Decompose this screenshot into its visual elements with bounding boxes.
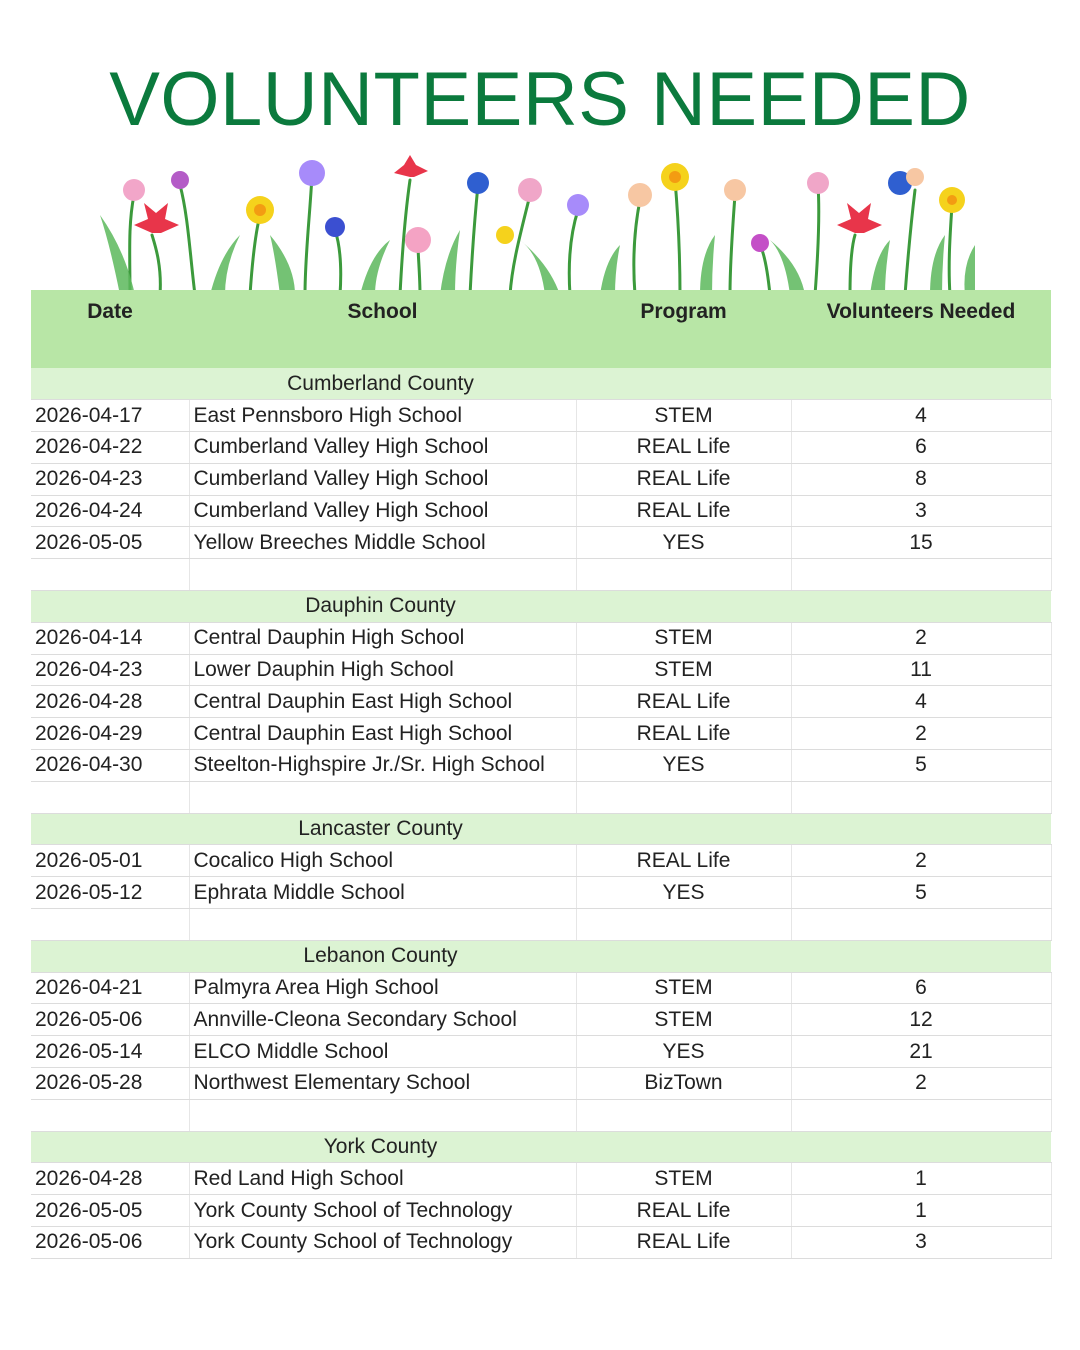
program-cell: REAL Life <box>576 463 791 495</box>
volunteers-cell: 3 <box>791 1227 1051 1259</box>
school-cell: Central Dauphin High School <box>189 622 576 654</box>
program-cell: BizTown <box>576 1068 791 1100</box>
spacer-row <box>31 909 1051 941</box>
program-cell: STEM <box>576 400 791 432</box>
school-cell: Central Dauphin East High School <box>189 686 576 718</box>
school-cell: York County School of Technology <box>189 1195 576 1227</box>
volunteers-cell: 21 <box>791 1036 1051 1068</box>
county-row <box>31 591 1051 623</box>
volunteers-cell: 3 <box>791 495 1051 527</box>
school-cell: Annville-Cleona Secondary School <box>189 1004 576 1036</box>
county-row <box>31 940 1051 972</box>
program-cell: STEM <box>576 1004 791 1036</box>
page-title: VOLUNTEERS NEEDED <box>109 57 971 142</box>
date-cell: 2026-04-17 <box>31 400 189 432</box>
table-row <box>31 686 1051 718</box>
volunteers-cell: 15 <box>791 527 1051 559</box>
table-header-row <box>31 290 1051 368</box>
program-cell: REAL Life <box>576 1195 791 1227</box>
table-row <box>31 495 1051 527</box>
school-cell: Cocalico High School <box>189 845 576 877</box>
header-school: School <box>189 290 576 368</box>
county-name: York County <box>189 1131 576 1163</box>
volunteers-cell: 5 <box>791 877 1051 909</box>
spacer-row <box>31 1099 1051 1131</box>
volunteers-cell: 4 <box>791 400 1051 432</box>
program-cell: REAL Life <box>576 718 791 750</box>
date-cell: 2026-04-23 <box>31 463 189 495</box>
volunteers-cell: 11 <box>791 654 1051 686</box>
school-cell: Central Dauphin East High School <box>189 718 576 750</box>
program-cell: YES <box>576 750 791 782</box>
date-cell: 2026-04-24 <box>31 495 189 527</box>
county-row <box>31 1131 1051 1163</box>
spacer-row <box>31 559 1051 591</box>
table-row <box>31 1195 1051 1227</box>
county-name: Lebanon County <box>189 940 576 972</box>
volunteers-cell: 6 <box>791 432 1051 464</box>
date-cell: 2026-04-22 <box>31 432 189 464</box>
table-row <box>31 750 1051 782</box>
program-cell: REAL Life <box>576 432 791 464</box>
table-row <box>31 400 1051 432</box>
table-row <box>31 432 1051 464</box>
volunteer-schedule-table <box>31 290 1052 1259</box>
program-cell: REAL Life <box>576 686 791 718</box>
county-row <box>31 813 1051 845</box>
volunteers-cell: 4 <box>791 686 1051 718</box>
program-cell: STEM <box>576 1163 791 1195</box>
school-cell: Northwest Elementary School <box>189 1068 576 1100</box>
school-cell: York County School of Technology <box>189 1227 576 1259</box>
school-cell: Cumberland Valley High School <box>189 463 576 495</box>
school-cell: Ephrata Middle School <box>189 877 576 909</box>
school-cell: ELCO Middle School <box>189 1036 576 1068</box>
table-row <box>31 654 1051 686</box>
school-cell: Cumberland Valley High School <box>189 432 576 464</box>
volunteers-cell: 1 <box>791 1195 1051 1227</box>
program-cell: YES <box>576 877 791 909</box>
table-row <box>31 1068 1051 1100</box>
table-row <box>31 972 1051 1004</box>
volunteers-cell: 2 <box>791 1068 1051 1100</box>
school-cell: Steelton-Highspire Jr./Sr. High School <box>189 750 576 782</box>
date-cell: 2026-05-06 <box>31 1004 189 1036</box>
program-cell: YES <box>576 1036 791 1068</box>
county-name: Dauphin County <box>189 591 576 623</box>
program-cell: REAL Life <box>576 495 791 527</box>
table-row <box>31 845 1051 877</box>
date-cell: 2026-05-05 <box>31 527 189 559</box>
date-cell: 2026-05-12 <box>31 877 189 909</box>
spacer-row <box>31 781 1051 813</box>
school-cell: Palmyra Area High School <box>189 972 576 1004</box>
volunteers-cell: 6 <box>791 972 1051 1004</box>
date-cell: 2026-04-23 <box>31 654 189 686</box>
date-cell: 2026-05-28 <box>31 1068 189 1100</box>
date-cell: 2026-04-29 <box>31 718 189 750</box>
program-cell: REAL Life <box>576 1227 791 1259</box>
table-row <box>31 1036 1051 1068</box>
date-cell: 2026-04-14 <box>31 622 189 654</box>
date-cell: 2026-04-30 <box>31 750 189 782</box>
volunteers-cell: 8 <box>791 463 1051 495</box>
table-row <box>31 1004 1051 1036</box>
program-cell: STEM <box>576 654 791 686</box>
header-program: Program <box>576 290 791 368</box>
school-cell: Cumberland Valley High School <box>189 495 576 527</box>
date-cell: 2026-04-28 <box>31 1163 189 1195</box>
table-row <box>31 1163 1051 1195</box>
volunteers-cell: 12 <box>791 1004 1051 1036</box>
date-cell: 2026-05-01 <box>31 845 189 877</box>
school-cell: Red Land High School <box>189 1163 576 1195</box>
program-cell: REAL Life <box>576 845 791 877</box>
volunteers-cell: 2 <box>791 718 1051 750</box>
program-cell: YES <box>576 527 791 559</box>
table-row <box>31 877 1051 909</box>
school-cell: Lower Dauphin High School <box>189 654 576 686</box>
table-row <box>31 527 1051 559</box>
date-cell: 2026-04-21 <box>31 972 189 1004</box>
date-cell: 2026-04-28 <box>31 686 189 718</box>
program-cell: STEM <box>576 622 791 654</box>
table-row <box>31 1227 1051 1259</box>
school-cell: East Pennsboro High School <box>189 400 576 432</box>
header-volunteers-needed: Volunteers Needed <box>791 290 1051 368</box>
date-cell: 2026-05-05 <box>31 1195 189 1227</box>
flower-border-illustration <box>100 155 980 295</box>
county-name: Lancaster County <box>189 813 576 845</box>
county-row <box>31 368 1051 400</box>
volunteers-cell: 2 <box>791 622 1051 654</box>
header-date: Date <box>31 290 189 368</box>
volunteers-cell: 1 <box>791 1163 1051 1195</box>
table-row <box>31 718 1051 750</box>
table-row <box>31 622 1051 654</box>
county-name: Cumberland County <box>189 368 576 400</box>
program-cell: STEM <box>576 972 791 1004</box>
volunteers-cell: 2 <box>791 845 1051 877</box>
volunteers-cell: 5 <box>791 750 1051 782</box>
table-row <box>31 463 1051 495</box>
date-cell: 2026-05-06 <box>31 1227 189 1259</box>
school-cell: Yellow Breeches Middle School <box>189 527 576 559</box>
date-cell: 2026-05-14 <box>31 1036 189 1068</box>
